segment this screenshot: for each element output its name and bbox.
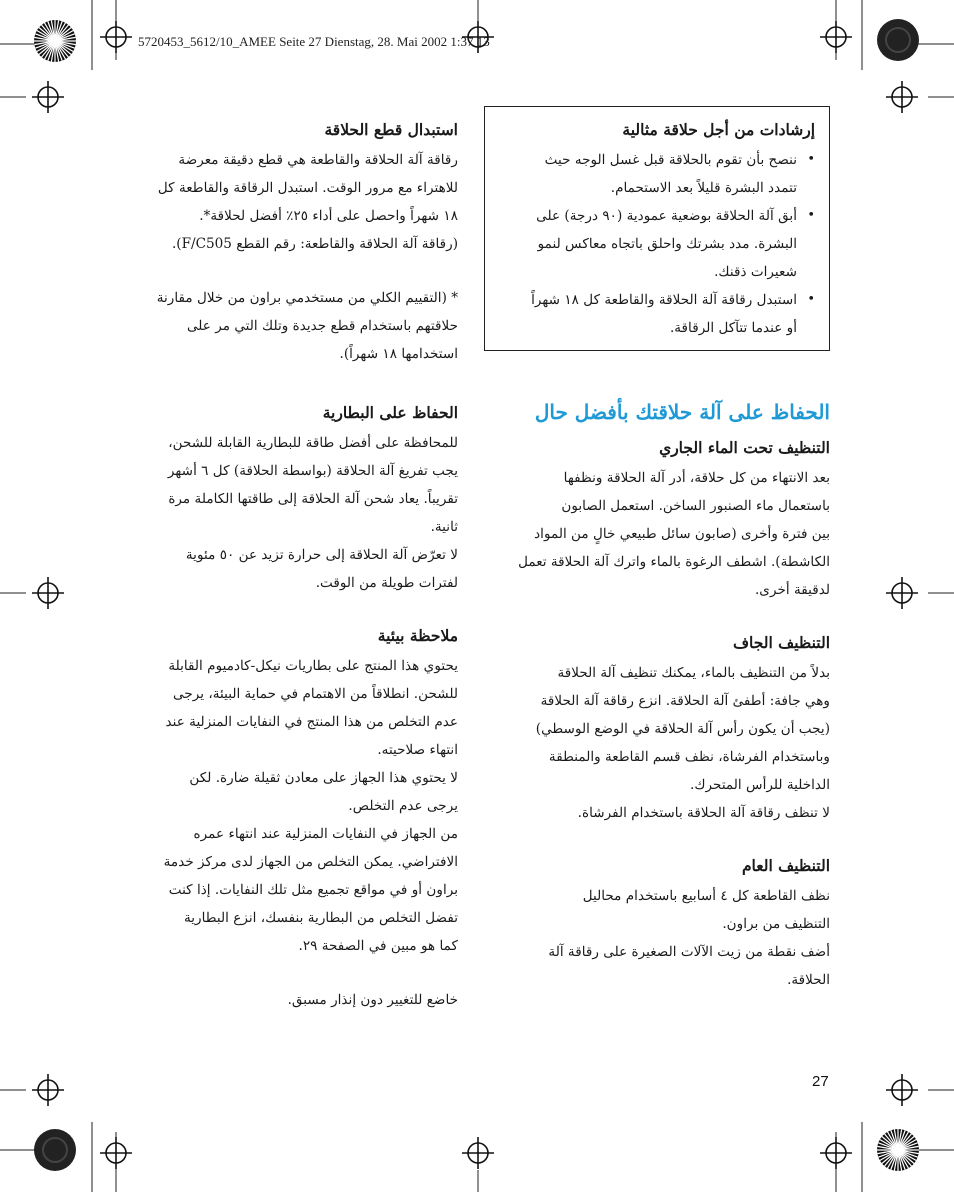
text-line: استخدامها ١٨ شهراً). [339, 346, 458, 362]
text-line: للشحن. انطلاقاً من الاهتمام في حماية البيئة، يرجى [173, 686, 458, 702]
solid-circle-mark-bottom-left [34, 1129, 76, 1171]
text-line: بين فترة وأخرى (صابون سائل طبيعي خالٍ من المواد [534, 526, 830, 542]
text-line: انتهاء صلاحيته. [377, 742, 458, 758]
text-line: (يجب أن يكون رأس آلة الحلاقة في الوضع الوسطي) [535, 721, 830, 737]
registration-mark-left-upper [32, 81, 64, 113]
text-line: الداخلية للرأس المتحرك. [690, 777, 830, 793]
text-line: البشرة. مدد بشرتك واحلق باتجاه معاكس لنمو [537, 236, 797, 252]
text-line: (رقاقة آلة الحلاقة والقاطعة: رقم القطع F/C505). [171, 236, 458, 252]
text-line: نظف القاطعة كل ٤ أسابيع باستخدام محاليل [582, 888, 830, 904]
list-item [499, 202, 815, 286]
text-line: حلاقتهم باستخدام قطع جديدة وتلك التي مر على [186, 318, 458, 334]
registration-mark-right-upper [886, 81, 918, 113]
environment-heading: ملاحظة بيئية [377, 626, 458, 645]
registration-mark-left-middle [32, 577, 64, 609]
text-line: وهي جافة: أطفئ آلة الحلاقة. انزع رقاقة آلة الحلاقة [540, 693, 830, 709]
text-line: رقاقة آلة الحلاقة والقاطعة هي قطع دقيقة معرضة [178, 152, 458, 168]
page-number: 27 [812, 1073, 829, 1090]
text-line: من الجهاز في النفايات المنزلية عند انتهاء عمره [193, 826, 458, 842]
care-title: الحفاظ على آلة حلاقتك بأفضل حال [534, 400, 830, 424]
bullet-icon: • [807, 292, 815, 307]
text-line: لا يحتوي هذا الجهاز على معادن ثقيلة ضارة. لكن [189, 770, 458, 786]
running-water-section [484, 435, 830, 604]
text-line: وباستخدام الفرشاة، نظف قسم القاطعة والمنطقة [548, 749, 830, 765]
text-line: ننصح بأن تقوم بالحلاقة قبل غسل الوجه حيث [544, 152, 797, 168]
text-line: بدلاً من التنظيف بالماء، يمكنك تنظيف آلة الحلاقة [557, 665, 830, 681]
list-item [499, 286, 815, 342]
text-line: لفترات طويلة من الوقت. [315, 575, 458, 591]
environment-section [118, 623, 458, 960]
text-line: تقريباً. يعاد شحن آلة الحلاقة إلى طاقتها الكاملة مرة [168, 491, 458, 507]
text-line: لدقيقة أخرى. [754, 582, 830, 598]
bullet-icon: • [807, 152, 815, 167]
print-slug: 5720453_5612/10_AMEE Seite 27 Dienstag, 28. Mai 2002 1:37 13 [138, 34, 490, 49]
text-line: عدم التخلص من هذا المنتج في النفايات المنزلية عند [165, 714, 458, 730]
registration-mark-top-right [820, 21, 852, 53]
general-cleaning-heading: التنظيف العام [741, 856, 830, 875]
text-line: ثانية. [430, 519, 458, 535]
registration-mark-bottom-left [100, 1137, 132, 1169]
bullet-icon: • [807, 208, 815, 223]
text-line: الكاشطة). اشطف الرغوة بالماء واترك آلة الحلاقة تعمل [518, 554, 830, 570]
blade-replacement-heading: استبدال قطع الحلاقة [324, 120, 458, 139]
text-line: يحتوي هذا المنتج على بطاريات نيكل-كادميوم القابلة [168, 658, 458, 674]
text-line: أضف نقطة من زيت الآلات الصغيرة على رقاقة آلة [548, 944, 830, 960]
tips-heading: إرشادات من أجل حلاقة مثالية [622, 120, 815, 139]
registration-mark-bottom-right [820, 1137, 852, 1169]
text-line: الافتراضي. يمكن التخلص من الجهاز لدى مركز خدمة [163, 854, 458, 870]
registration-mark-left-lower [32, 1074, 64, 1106]
text-line: للاهتراء مع مرور الوقت. استبدل الرقاقة والقاطعة كل [157, 180, 458, 196]
text-line: التنظيف من براون. [722, 916, 830, 932]
text-line: بعد الانتهاء من كل حلاقة، أدر آلة الحلاقة ونظفها [563, 470, 830, 486]
text-line: يجب تفريغ آلة الحلاقة (بواسطة الحلاقة) كل ٦ أشهر [167, 463, 458, 479]
starburst-mark-top-left [34, 20, 76, 62]
text-line: استبدل رقاقة آلة الحلاقة والقاطعة كل ١٨ شهراً [531, 292, 797, 308]
blade-replacement-section [118, 117, 458, 258]
solid-circle-mark-top-right [877, 19, 919, 61]
text-line: لا تعرّض آلة الحلاقة إلى حرارة تزيد عن ٥٠ مئوية [185, 547, 458, 563]
dry-cleaning-heading: التنظيف الجاف [732, 633, 830, 652]
battery-section [118, 400, 458, 597]
text-line: أو عندما تتآكل الرقاقة. [669, 320, 797, 336]
text-line: أبق آلة الحلاقة بوضعية عمودية (٩٠ درجة) على [536, 208, 797, 224]
text-line: الحلاقة. [787, 972, 830, 988]
left-column [118, 117, 458, 1014]
list-item [499, 146, 815, 202]
text-line: كما هو مبين في الصفحة ٢٩. [298, 938, 458, 954]
text-line: لا تنظف رقاقة آلة الحلاقة باستخدام الفرشاة. [577, 805, 830, 821]
starburst-mark-bottom-right [877, 1129, 919, 1171]
tips-list [499, 146, 815, 342]
text-line: يرجى عدم التخلص. [348, 798, 458, 814]
registration-mark-right-lower [886, 1074, 918, 1106]
disclaimer: خاضع للتغيير دون إنذار مسبق. [287, 992, 458, 1008]
dry-cleaning-section [484, 630, 830, 827]
footnote [118, 284, 458, 368]
tips-box [484, 106, 830, 351]
running-water-heading: التنظيف تحت الماء الجاري [659, 438, 830, 457]
text-line: تفضل التخلص من البطارية بنفسك، انزع البطارية [183, 910, 458, 926]
text-line: شعيرات ذقنك. [714, 264, 797, 280]
general-cleaning-section [484, 853, 830, 994]
text-line: ١٨ شهراً واحصل على أداء ٢٥٪ أفضل لحلاقة*. [199, 208, 458, 224]
registration-mark-bottom-center [462, 1137, 494, 1169]
text-line: براون أو في مواقع تجميع مثل تلك النفايات. إذا كنت [168, 882, 458, 898]
registration-mark-right-middle [886, 577, 918, 609]
registration-mark-top-left [100, 21, 132, 53]
text-line: باستعمال ماء الصنبور الساخن. استعمل الصابون [561, 498, 830, 514]
text-line: تتمدد البشرة قليلاً بعد الاستحمام. [610, 180, 797, 196]
text-line: * (التقييم الكلي من مستخدمي براون من خلال مقارنة [156, 290, 458, 306]
text-line: للمحافظة على أفضل طاقة للبطارية القابلة للشحن، [168, 435, 458, 451]
right-column [484, 106, 830, 994]
battery-heading: الحفاظ على البطارية [322, 403, 458, 422]
